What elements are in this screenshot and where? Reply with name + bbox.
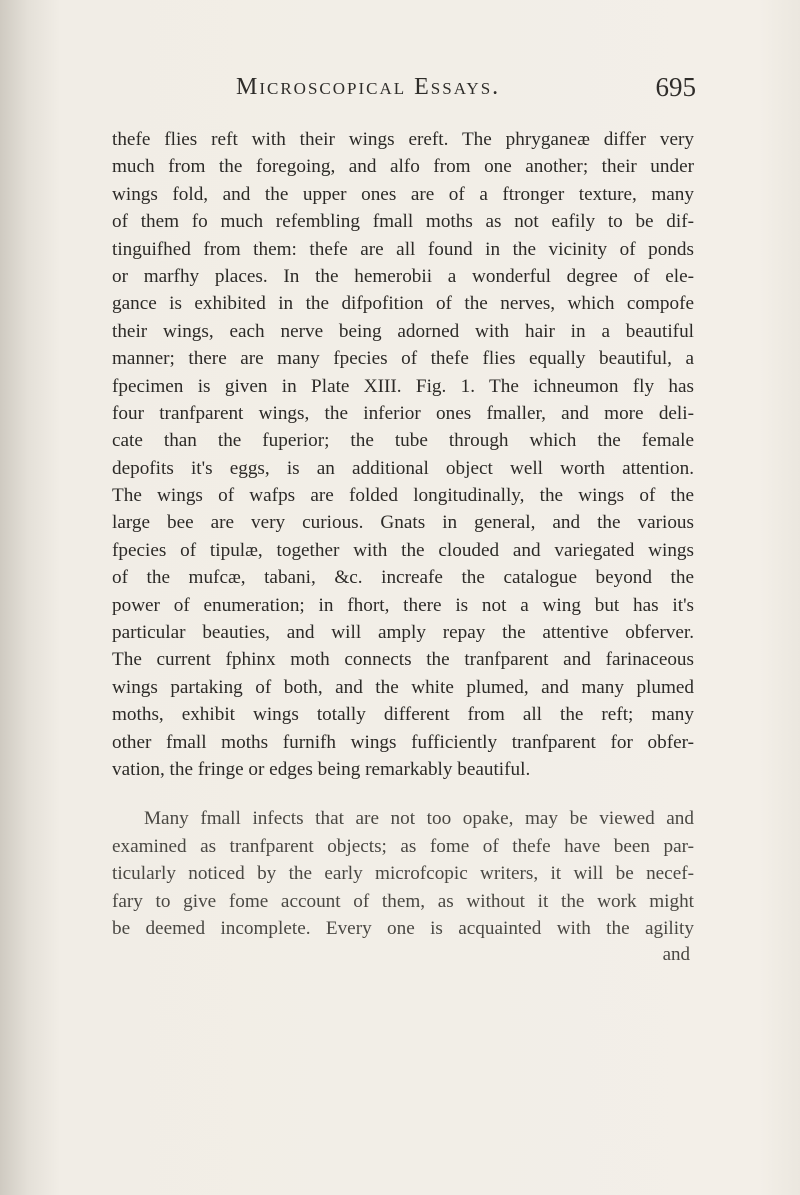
text-line: The wings of wafps are folded longitudinally, the wings of the	[112, 485, 694, 507]
text-line: gance is exhibited in the difpofition of the nerves, which compofe	[112, 293, 694, 315]
text-line: wings fold, and the upper ones are of a ftronger texture, many	[112, 183, 694, 205]
text-line: thefe flies reft with their wings ereft. The phryganeæ differ very	[112, 129, 694, 150]
text-line: tinguifhed from them: thefe are all found in the vicinity of ponds	[112, 238, 694, 260]
text-line: four tranfparent wings, the inferior ones fmaller, and more deli-	[112, 402, 694, 424]
text-line: fpecies of tipulæ, together with the clouded and variegated wings	[112, 539, 694, 561]
page-header	[236, 70, 696, 106]
paragraph-2	[112, 805, 694, 942]
text-line: other fmall moths furnifh wings fufficiently tranfparent for obfer-	[112, 731, 694, 753]
text-line: much from the foregoing, and alfo from one another; their under	[112, 156, 694, 178]
text-line: cate than the fuperior; the tube through which the female	[112, 430, 694, 452]
text-line: examined as tranfparent objects; as fome of thefe have been par-	[112, 835, 694, 857]
text-line: large bee are very curious. Gnats in general, and the various	[112, 512, 694, 534]
page-number: 695	[655, 72, 696, 102]
text-line: moths, exhibit wings totally different from all the reft; many	[112, 704, 694, 726]
text-line: Many fmall infects that are not too opake, may be viewed and	[144, 808, 694, 830]
text-line: of them fo much refembling fmall moths as not eafily to be dif-	[112, 211, 694, 233]
text-line: vation, the fringe or edges being remarkably beautiful.	[112, 758, 531, 780]
text-line: power of enumeration; in fhort, there is not a wing but has it's	[112, 594, 694, 616]
text-line: of the mufcæ, tabani, &c. increafe the catalogue beyond the	[112, 567, 694, 589]
paragraph-1	[112, 126, 694, 783]
text-line: manner; there are many fpecies of thefe flies equally beautiful, a	[112, 348, 694, 370]
text-line: The current fphinx moth connects the tranfparent and farinaceous	[112, 649, 694, 671]
text-line: ticularly noticed by the early microfcopic writers, it will be necef-	[112, 863, 694, 885]
text-line: or marfhy places. In the hemerobii a wonderful degree of ele-	[112, 265, 694, 287]
catchword: and	[662, 944, 690, 966]
running-head: Microscopical Essays.	[236, 74, 501, 100]
text-line: particular beauties, and will amply repay the attentive obferver.	[112, 622, 694, 644]
text-line: fary to give fome account of them, as without it the work might	[112, 890, 694, 912]
text-line: fpecimen is given in Plate XIII. Fig. 1. The ichneumon fly has	[112, 375, 694, 397]
text-line: be deemed incomplete. Every one is acquainted with the agility	[112, 917, 694, 939]
body-text	[112, 126, 694, 968]
text-line: wings partaking of both, and the white plumed, and many plumed	[112, 676, 694, 698]
text-line: depofits it's eggs, is an additional object well worth attention.	[112, 457, 694, 479]
text-line: their wings, each nerve being adorned with hair in a beautiful	[112, 320, 694, 342]
